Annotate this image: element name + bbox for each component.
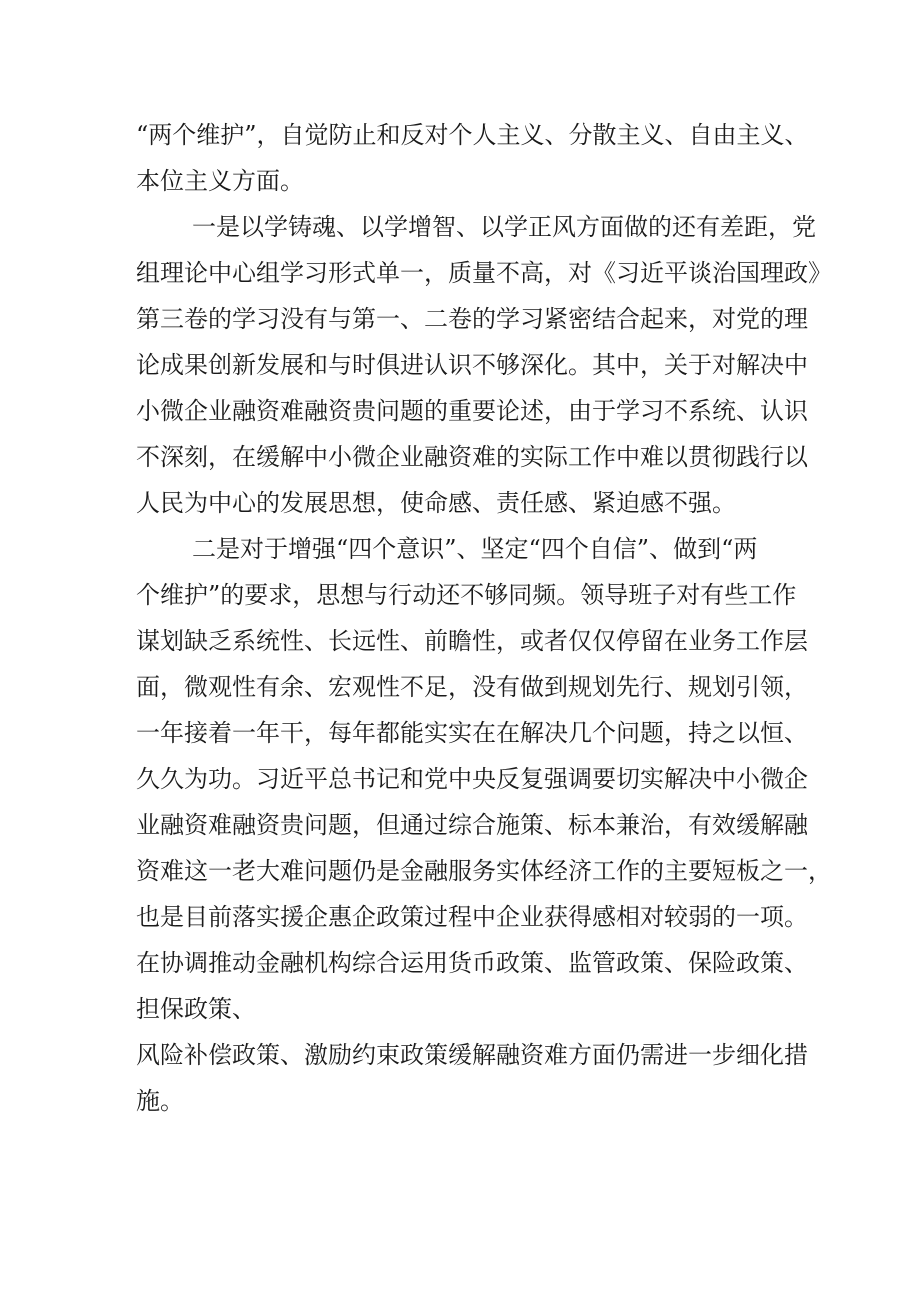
text-line: 第三卷的学习没有与第一、二卷的学习紧密结合起来，对党的理 — [136, 305, 808, 333]
text-line: 组理论中心组学习形式单一，质量不高，对《习近平谈治国理政》 — [136, 259, 832, 287]
text-line: 担保政策、 — [136, 995, 256, 1023]
text-line: 论成果创新发展和与时俱进认识不够深化。其中，关于对解决中 — [136, 351, 808, 379]
text-line: 谋划缺乏系统性、长远性、前瞻性，或者仅仅停留在业务工作层 — [136, 627, 808, 655]
text-line: 不深刻，在缓解中小微企业融资难的实际工作中难以贯彻践行以 — [136, 443, 808, 471]
document-body — [136, 112, 832, 1124]
text-line: “两个维护”，自觉防止和反对个人主义、分散主义、自由主义、 — [136, 121, 809, 149]
text-line: 资难这一老大难问题仍是金融服务实体经济工作的主要短板之一， — [136, 857, 832, 885]
text-line: 业融资难融资贵问题，但通过综合施策、标本兼治，有效缓解融 — [136, 811, 808, 839]
text-line: 面，微观性有余、宏观性不足，没有做到规划先行、规划引领， — [136, 673, 808, 701]
text-line: 个维护”的要求，思想与行动还不够同频。领导班子对有些工作 — [136, 581, 797, 609]
text-line: 风险补偿政策、激励约束政策缓解融资难方面仍需进一步细化措 — [136, 1041, 808, 1069]
text-line: 小微企业融资难融资贵问题的重要论述，由于学习不系统、认识 — [136, 397, 808, 425]
text-line: 在协调推动金融机构综合运用货币政策、监管政策、保险政策、 — [136, 949, 808, 977]
text-line: 也是目前落实援企惠企政策过程中企业获得感相对较弱的一项。 — [136, 903, 808, 931]
paragraph-start-line: 二是对于增强“四个意识”、坚定“四个自信”、做到“两 — [192, 535, 758, 563]
text-line: 施。 — [136, 1087, 184, 1115]
text-line: 本位主义方面。 — [136, 167, 304, 195]
text-line: 一年接着一年干，每年都能实实在在解决几个问题，持之以恒、 — [136, 719, 808, 747]
text-line: 久久为功。习近平总书记和党中央反复强调要切实解决中小微企 — [136, 765, 808, 793]
text-line: 人民为中心的发展思想，使命感、责任感、紧迫感不强。 — [136, 489, 736, 517]
paragraph-start-line: 一是以学铸魂、以学增智、以学正风方面做的还有差距，党 — [192, 213, 816, 241]
